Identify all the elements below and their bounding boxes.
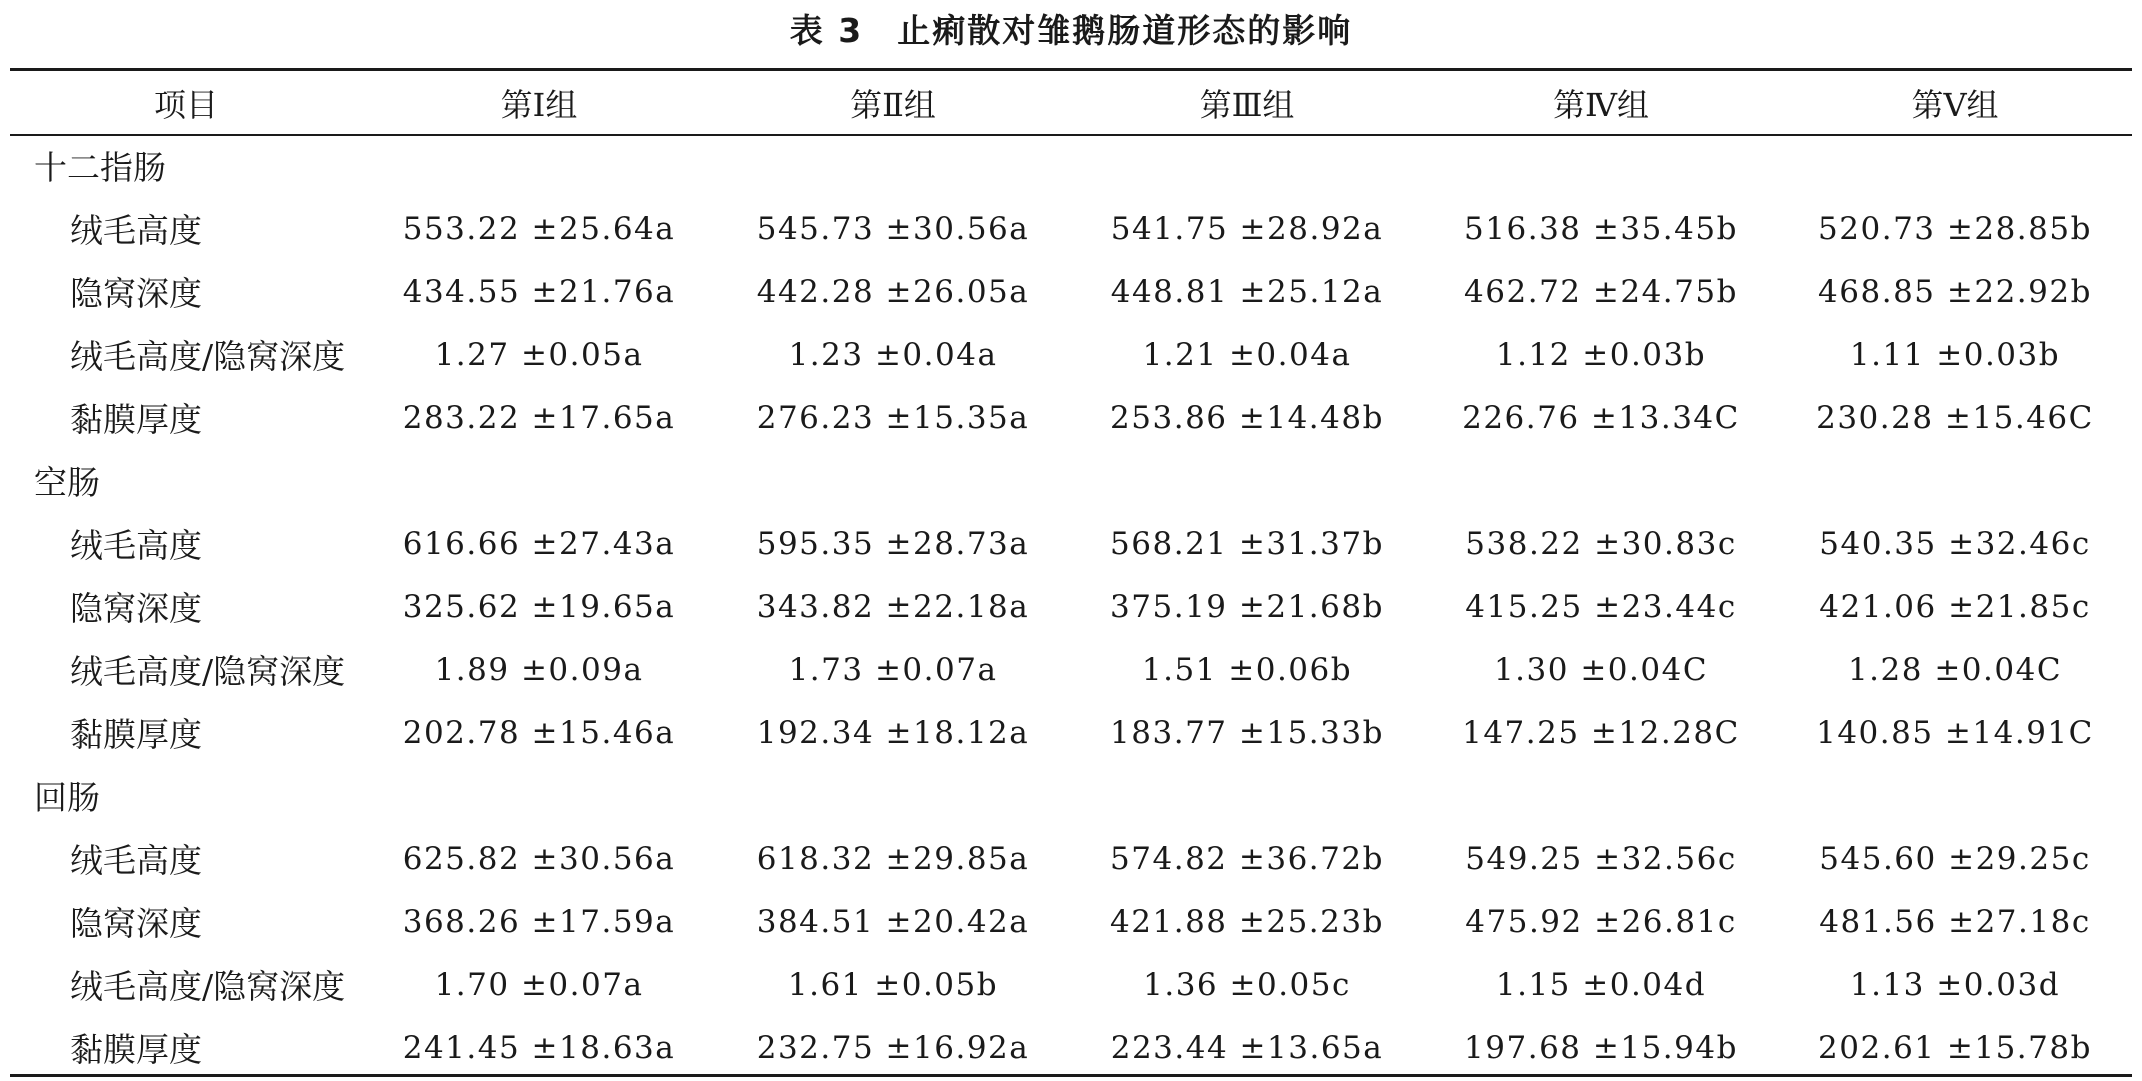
column-header-item: 项目: [153, 86, 218, 124]
table-title: 止痢散对雏鹅肠道形态的影响: [897, 11, 1353, 50]
table-row: [10, 260, 2132, 323]
table-cell-group-4: 516.38 ±35.45b: [1464, 210, 1738, 247]
table-cell-group-2: 545.73 ±30.56a: [756, 210, 1030, 247]
table-cell-group-4: 549.25 ±32.56c: [1465, 840, 1737, 877]
table-row: [10, 512, 2132, 575]
table-cell-group-2: 1.61 ±0.05b: [787, 966, 999, 1003]
data-table: [10, 72, 2132, 1079]
table-row: [10, 701, 2132, 764]
table-row: [10, 890, 2132, 953]
table-row: [10, 323, 2132, 386]
table-cell-group-1: 325.62 ±19.65a: [402, 588, 676, 625]
row-item-label: 绒毛高度/隐窝深度: [70, 967, 346, 1006]
column-header-group-3: 第Ⅲ组: [1199, 86, 1295, 124]
table-cell-group-3: 183.77 ±15.33b: [1110, 714, 1384, 751]
table-cell-group-5: 421.06 ±21.85c: [1819, 588, 2091, 625]
table-row: [10, 386, 2132, 449]
row-item-label: 绒毛高度: [70, 841, 202, 880]
table-header: [10, 72, 2132, 134]
table-cell-group-3: 375.19 ±21.68b: [1110, 588, 1384, 625]
table-cell-group-3: 1.51 ±0.06b: [1141, 651, 1353, 688]
table-cell-group-3: 574.82 ±36.72b: [1110, 840, 1384, 877]
table-cell-group-1: 1.89 ±0.09a: [434, 651, 644, 688]
table-cell-group-4: 1.15 ±0.04d: [1495, 966, 1707, 1003]
table-cell-group-4: 197.68 ±15.94b: [1464, 1029, 1738, 1066]
table-cell-group-2: 1.23 ±0.04a: [788, 336, 998, 373]
table-cell-group-2: 1.73 ±0.07a: [788, 651, 998, 688]
table-row: [10, 638, 2132, 701]
table-row: [10, 953, 2132, 1016]
table-cell-group-5: 1.13 ±0.03d: [1849, 966, 2061, 1003]
section-row: [10, 134, 2132, 197]
table-number: 表 3: [789, 11, 864, 50]
row-item-label: 绒毛高度/隐窝深度: [70, 337, 346, 376]
table-cell-group-1: 1.27 ±0.05a: [434, 336, 644, 373]
table-cell-group-4: 226.76 ±13.34C: [1462, 399, 1740, 436]
row-item-label: 黏膜厚度: [70, 715, 202, 754]
table-cell-group-4: 538.22 ±30.83c: [1465, 525, 1737, 562]
table-cell-group-2: 232.75 ±16.92a: [756, 1029, 1030, 1066]
table-cell-group-5: 545.60 ±29.25c: [1819, 840, 2091, 877]
table-cell-group-5: 1.28 ±0.04C: [1847, 651, 2063, 688]
table-cell-group-2: 618.32 ±29.85a: [756, 840, 1030, 877]
table-cell-group-3: 448.81 ±25.12a: [1110, 273, 1384, 310]
table-cell-group-4: 1.12 ±0.03b: [1495, 336, 1707, 373]
table-cell-group-3: 568.21 ±31.37b: [1110, 525, 1384, 562]
table-cell-group-5: 520.73 ±28.85b: [1818, 210, 2092, 247]
row-item-label: 黏膜厚度: [70, 1030, 202, 1069]
section-title: 回肠: [34, 778, 100, 817]
table-cell-group-4: 415.25 ±23.44c: [1465, 588, 1737, 625]
section-row: [10, 449, 2132, 512]
table-caption: [0, 6, 2142, 56]
table-cell-group-5: 230.28 ±15.46C: [1816, 399, 2094, 436]
row-item-label: 黏膜厚度: [70, 400, 202, 439]
table-cell-group-3: 1.36 ±0.05c: [1143, 966, 1351, 1003]
table-cell-group-5: 1.11 ±0.03b: [1849, 336, 2061, 373]
table-cell-group-3: 421.88 ±25.23b: [1110, 903, 1384, 940]
table-cell-group-1: 1.70 ±0.07a: [434, 966, 644, 1003]
table-cell-group-1: 434.55 ±21.76a: [402, 273, 676, 310]
section-title: 空肠: [34, 463, 100, 502]
table-cell-group-2: 276.23 ±15.35a: [756, 399, 1030, 436]
column-header-group-1: 第Ⅰ组: [500, 86, 578, 124]
table-cell-group-2: 343.82 ±22.18a: [756, 588, 1030, 625]
column-header-group-4: 第Ⅳ组: [1553, 86, 1649, 124]
row-item-label: 隐窝深度: [70, 589, 202, 628]
table-cell-group-3: 1.21 ±0.04a: [1142, 336, 1352, 373]
header-row: [10, 72, 2132, 134]
table-cell-group-4: 462.72 ±24.75b: [1464, 273, 1738, 310]
row-item-label: 绒毛高度/隐窝深度: [70, 652, 346, 691]
row-item-label: 隐窝深度: [70, 904, 202, 943]
table-cell-group-1: 283.22 ±17.65a: [402, 399, 676, 436]
table-cell-group-5: 468.85 ±22.92b: [1818, 273, 2092, 310]
table-cell-group-1: 202.78 ±15.46a: [402, 714, 676, 751]
table-row: [10, 197, 2132, 260]
table-cell-group-3: 223.44 ±13.65a: [1110, 1029, 1384, 1066]
table-row: [10, 575, 2132, 638]
column-header-group-2: 第Ⅱ组: [850, 86, 936, 124]
table-cell-group-4: 475.92 ±26.81c: [1465, 903, 1737, 940]
table-cell-group-1: 241.45 ±18.63a: [402, 1029, 676, 1066]
column-header-group-5: 第Ⅴ组: [1911, 86, 1999, 124]
table-cell-group-5: 540.35 ±32.46c: [1819, 525, 2091, 562]
table-cell-group-2: 442.28 ±26.05a: [756, 273, 1030, 310]
table-cell-group-3: 541.75 ±28.92a: [1110, 210, 1384, 247]
table-cell-group-2: 595.35 ±28.73a: [756, 525, 1030, 562]
table-cell-group-4: 147.25 ±12.28C: [1462, 714, 1740, 751]
table-cell-group-5: 481.56 ±27.18c: [1819, 903, 2091, 940]
table-cell-group-5: 202.61 ±15.78b: [1818, 1029, 2092, 1066]
table-cell-group-1: 553.22 ±25.64a: [402, 210, 676, 247]
table-cell-group-1: 368.26 ±17.59a: [402, 903, 676, 940]
table-top-rule: [10, 68, 2132, 71]
table-cell-group-2: 384.51 ±20.42a: [756, 903, 1030, 940]
row-item-label: 隐窝深度: [70, 274, 202, 313]
section-title: 十二指肠: [34, 148, 166, 187]
row-item-label: 绒毛高度: [70, 211, 202, 250]
table-cell-group-1: 625.82 ±30.56a: [402, 840, 676, 877]
row-item-label: 绒毛高度: [70, 526, 202, 565]
table-cell-group-3: 253.86 ±14.48b: [1110, 399, 1384, 436]
table-cell-group-1: 616.66 ±27.43a: [402, 525, 676, 562]
table-cell-group-2: 192.34 ±18.12a: [756, 714, 1030, 751]
table-cell-group-5: 140.85 ±14.91C: [1816, 714, 2094, 751]
table-row: [10, 1016, 2132, 1079]
table-body: [10, 134, 2132, 1079]
table-cell-group-4: 1.30 ±0.04C: [1493, 651, 1709, 688]
table-row: [10, 827, 2132, 890]
section-row: [10, 764, 2132, 827]
